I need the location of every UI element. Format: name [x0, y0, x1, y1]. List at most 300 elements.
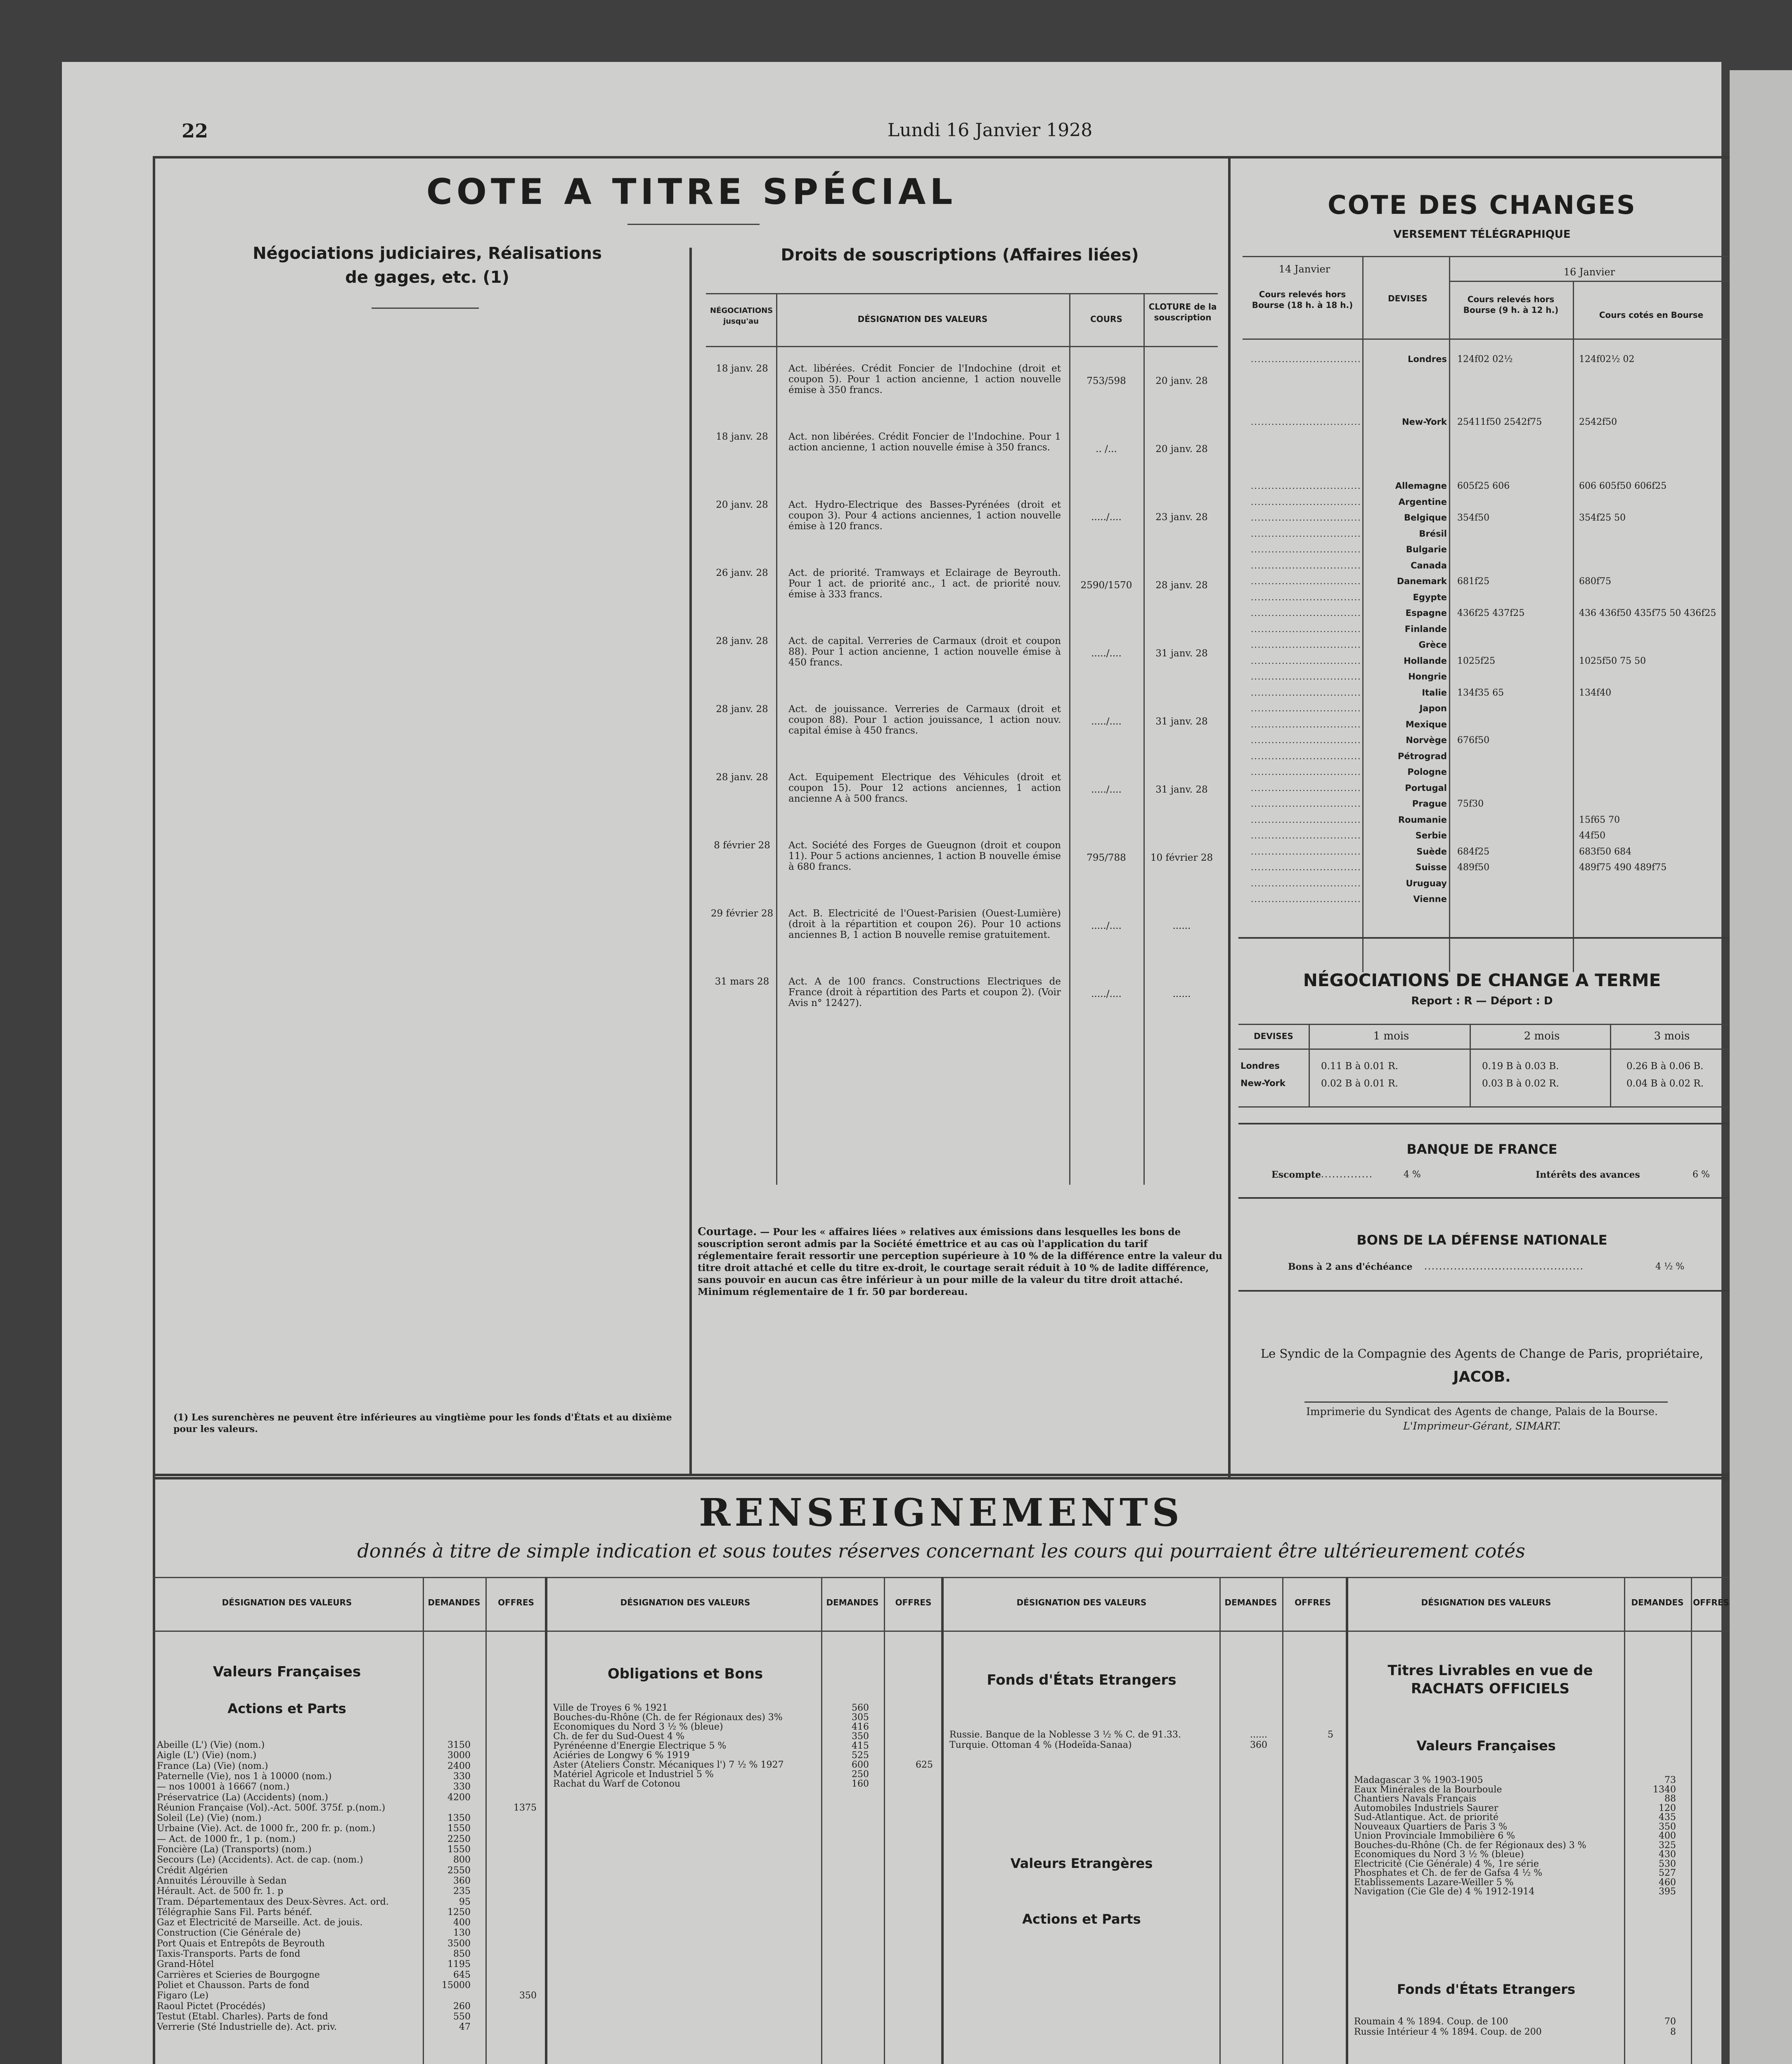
rens-row-demande: 260	[453, 2001, 471, 2012]
rens-row-name: Phosphates et Ch. de fer de Gafsa 4 ½ %	[1354, 1868, 1543, 1878]
changes-row-a: ................................	[1251, 878, 1361, 888]
changes-table-top	[1243, 256, 1730, 257]
rens-col-demandes: DEMANDES	[1224, 1598, 1277, 1607]
rens-row-demande: 430	[1659, 1849, 1676, 1860]
terme-col-3mois: 3 mois	[1654, 1030, 1690, 1042]
changes-row-a: ................................	[1251, 497, 1361, 507]
changes-row-a: ................................	[1251, 735, 1361, 745]
bons-value: 4 ½ %	[1655, 1262, 1685, 1272]
changes-row-devise: Belgique	[1404, 513, 1447, 523]
rens-row-demande: 15000	[442, 1980, 471, 1991]
changes-row-c: 1025f50 75 50	[1579, 656, 1646, 666]
rens-row-demande: 160	[852, 1779, 869, 1789]
droits-row-date: 26 janv. 28	[716, 568, 768, 578]
rens-section: Obligations et Bons	[607, 1666, 763, 1682]
rens-row-name: Nouveaux Quartiers de Paris 3 %	[1354, 1821, 1508, 1832]
rens-row-name: Abeille (L') (Vie) (nom.)	[157, 1740, 265, 1750]
rens-row-name: Roumain 4 % 1894. Coup. de 100	[1354, 2017, 1508, 2027]
changes-row-b: 75f30	[1457, 799, 1484, 809]
banque-rule	[1238, 1123, 1730, 1124]
droits-row-cloture: 31 janv. 28	[1155, 716, 1208, 727]
changes-row-devise: Serbie	[1415, 831, 1447, 840]
rens-divider-1	[545, 1577, 547, 2064]
rens-row-offre: 1375	[514, 1802, 537, 1813]
changes-row-a: ................................	[1251, 894, 1361, 904]
rens-row-name: Ville de Troyes 6 % 1921	[553, 1703, 668, 1713]
rens-row-demande: 4200	[447, 1792, 471, 1803]
rens-col-offres: OFFRES	[895, 1598, 932, 1607]
escompte-label: Escompte	[1271, 1169, 1321, 1180]
rens-section: Valeurs Françaises	[213, 1664, 361, 1680]
droits-row-text: Act. de jouissance. Verreries de Carmaux (droit et coupon 88). Pour 1 action jouissance, 1 action nouv. capital émise à 450 francs.	[788, 704, 1061, 736]
changes-row-devise: Uruguay	[1406, 878, 1447, 888]
changes-row-a: ................................	[1251, 481, 1361, 491]
changes-row-devise: Portugal	[1405, 783, 1447, 793]
rens-row-demande: 645	[453, 1969, 471, 1980]
rens-col-rule	[1219, 1577, 1221, 2064]
section-rule	[153, 1474, 1730, 1476]
rens-row-name: Paternelle (Vie), nos 1 à 10000 (nom.)	[157, 1771, 332, 1782]
top-rule	[153, 156, 1730, 159]
changes-row-a: ................................	[1251, 846, 1361, 857]
rens-row-name: — Act. de 1000 fr., 1 p. (nom.)	[157, 1834, 296, 1844]
rens-row-name: Russie. Banque de la Noblesse 3 ½ % C. de 91.33.	[949, 1730, 1181, 1740]
changes-row-devise: Londres	[1408, 354, 1447, 364]
changes-row-devise: Finlande	[1404, 624, 1447, 634]
heading-underline	[372, 308, 479, 309]
rens-row-name: Urbaine (Vie). Act. de 1000 fr., 200 fr. p. (nom.)	[157, 1823, 376, 1834]
terme-row-1m: 0.11 B à 0.01 R.	[1321, 1061, 1398, 1072]
terme-col2	[1470, 1024, 1471, 1106]
changes-row-a: ................................	[1251, 513, 1361, 523]
changes-row-a: ................................	[1251, 799, 1361, 809]
changes-row-devise: Argentine	[1398, 497, 1447, 507]
rens-row-demande: ......	[1250, 1730, 1267, 1740]
inner-divider	[689, 248, 692, 1474]
changes-row-b: 605f25 606	[1457, 481, 1510, 491]
changes-row-devise: Brésil	[1419, 528, 1447, 539]
changes-row-b: 684f25	[1457, 846, 1490, 857]
rens-row-name: Bouches-du-Rhône (Ch. de fer Régionaux des) 3 %	[1354, 1840, 1586, 1851]
rens-row-name: Foncière (La) (Transports) (nom.)	[157, 1844, 312, 1855]
courtage-title: Courtage.	[698, 1226, 757, 1238]
rens-row-name: — nos 10001 à 16667 (nom.)	[157, 1782, 290, 1792]
terme-col-2mois: 2 mois	[1524, 1030, 1560, 1042]
page-number: 22	[182, 120, 208, 142]
rens-row-name: Automobiles Industriels Saurer	[1354, 1803, 1498, 1813]
changes-row-a: ................................	[1251, 814, 1361, 825]
droits-row-cours: 753/598	[1087, 376, 1126, 386]
changes-row-devise: Mexique	[1405, 719, 1447, 729]
rens-row-demande: 2250	[447, 1834, 471, 1844]
changes-col-c: Cours cotés en Bourse	[1599, 310, 1704, 320]
terme-row-devise: Londres	[1240, 1061, 1280, 1071]
droits-row-cours: ...../....	[1091, 716, 1122, 727]
changes-row-a: ................................	[1251, 528, 1361, 539]
changes-row-c: 15f65 70	[1579, 814, 1620, 825]
rens-row-demande: 88	[1664, 1794, 1676, 1804]
rens-row-name: Soleil (Le) (Vie) (nom.)	[157, 1813, 262, 1824]
next-page-edge	[1730, 70, 1792, 2064]
changes-row-devise: New-York	[1402, 417, 1447, 427]
rens-row-name: Taxis-Transports. Parts de fond	[157, 1949, 301, 1959]
changes-row-a: ................................	[1251, 719, 1361, 729]
terme-row-3m: 0.26 B à 0.06 B.	[1626, 1061, 1704, 1072]
changes-row-c: 606 605f50 606f25	[1579, 481, 1667, 491]
changes-row-a: ................................	[1251, 687, 1361, 698]
changes-row-devise: Prague	[1412, 799, 1447, 809]
escompte-value: 4 %	[1404, 1169, 1421, 1180]
changes-row-devise: Egypte	[1413, 592, 1447, 602]
courtage-block	[698, 1226, 1226, 1298]
rens-subsection: Actions et Parts	[1022, 1911, 1141, 1927]
droits-col3	[1143, 293, 1145, 1185]
rens-row-demande: 460	[1659, 1877, 1676, 1888]
changes-row-b: 134f35 65	[1457, 687, 1504, 698]
rens-col-demandes: DEMANDES	[1631, 1598, 1684, 1607]
terme-row-2m: 0.03 B à 0.02 R.	[1482, 1078, 1559, 1089]
changes-row-a: ................................	[1251, 831, 1361, 840]
droits-col1	[776, 293, 777, 1185]
rens-row-demande: 3500	[447, 1938, 471, 1949]
changes-row-devise: Suède	[1416, 846, 1447, 857]
bons-label: Bons à 2 ans d'échéance	[1288, 1262, 1413, 1272]
rens-row-name: Testut (Etabl. Charles). Parts de fond	[157, 2011, 328, 2022]
rens-row-name: Raoul Pictet (Procédés)	[157, 2001, 265, 2012]
droits-row-text: Act. A de 100 francs. Constructions Electriques de France (droit à répartition des Parts et coupon 2). (Voir Avis n° 12427).	[788, 976, 1061, 1008]
droits-row-text: Act. B. Electricité de l'Ouest-Parisien (Ouest-Lumière) (droit à la répartition et coupon 26). Pour 10 actions anciennes B, 1 action B nouvelle remise gratuitement.	[788, 908, 1061, 940]
droits-row-cours: ...../....	[1091, 921, 1122, 931]
rens-row-name: Verrerie (Sté Industrielle de). Act. priv.	[157, 2022, 337, 2033]
rens-row-name: Construction (Cie Générale de)	[157, 1928, 301, 1939]
changes-row-c: 489f75 490 489f75	[1579, 862, 1667, 873]
rens-row-demande: 95	[459, 1896, 471, 1907]
rens-row-demande: 1350	[447, 1813, 471, 1824]
droits-row-cloture: 31 janv. 28	[1155, 648, 1208, 659]
section-rule-2	[153, 1477, 1730, 1479]
changes-col-b: Cours relevés hors Bourse (9 h. à 12 h.)	[1463, 294, 1559, 315]
rens-row-name: Economiques du Nord 3 ½ % (bleue)	[1354, 1849, 1524, 1860]
changes-row-devise: Pologne	[1407, 767, 1447, 777]
changes-row-b: 681f25	[1457, 576, 1490, 587]
rens-row-demande: 435	[1659, 1812, 1676, 1823]
rens-col-offres: OFFRES	[498, 1598, 534, 1607]
rens-row-name: Aciéries de Longwy 6 % 1919	[553, 1750, 690, 1761]
rens-row-name: Navigation (Cie Gle de) 4 % 1912-1914	[1354, 1886, 1535, 1897]
bons-rule	[1238, 1197, 1730, 1199]
changes-row-a: ................................	[1251, 592, 1361, 602]
rens-col-designation: DÉSIGNATION DES VALEURS	[1421, 1598, 1551, 1607]
rens-row-demande: 400	[453, 1917, 471, 1928]
rens-row-name: Pyrénéenne d'Energie Electrique 5 %	[553, 1741, 727, 1751]
changes-row-devise: Allemagne	[1395, 481, 1447, 491]
rens-row-name: Bouches-du-Rhône (Ch. de fer Régionaux des) 3%	[553, 1712, 783, 1723]
droits-row-text: Act. non libérées. Crédit Foncier de l'Indochine. Pour 1 action ancienne, 1 action nouvelle émise à 350 francs.	[788, 431, 1061, 453]
rens-col-designation: DÉSIGNATION DES VALEURS	[222, 1598, 352, 1607]
rens-row-name: Hérault. Act. de 500 fr. 1. p	[157, 1886, 284, 1897]
rens-row-name: Aigle (L') (Vie) (nom.)	[157, 1750, 257, 1761]
rens-row-name: Chantiers Navals Français	[1354, 1794, 1477, 1804]
courtage-text: — Pour les « affaires liées » relatives aux émissions dans lesquelles les bons de souscription seront admis par la Société émettrice et au cas où l'application du tarif réglementaire ferait ressortir une perception supérieure à 10 % de la différence entre la valeur du titre droit attaché et celle du titre ex-droit, le courtage serait réduit à 10 % de ladite différence, sans pouvoir en aucun cas être inférieur à un pour mille de la valeur du titre droit attaché.	[698, 1226, 1223, 1285]
rens-row-demande: 250	[852, 1769, 869, 1780]
changes-row-b: 25411f50 2542f75	[1457, 417, 1542, 427]
changes-row-b: 676f50	[1457, 735, 1490, 746]
changes-row-c: 2542f50	[1579, 417, 1617, 427]
changes-row-b: 124f02 02½	[1457, 354, 1513, 365]
rens-section: Valeurs Etrangères	[1010, 1856, 1153, 1871]
changes-col-devises: DEVISES	[1388, 294, 1427, 303]
terme-col-1mois: 1 mois	[1373, 1030, 1409, 1042]
changes-row-c: 44f50	[1579, 831, 1606, 841]
changes-row-devise: Pétrograd	[1397, 751, 1447, 761]
changes-row-devise: Norvège	[1406, 735, 1447, 745]
rens-row-name: Carrières et Scieries de Bourgogne	[157, 1969, 320, 1980]
droits-row-cours: ...../....	[1091, 784, 1122, 795]
rens-row-demande: 1550	[447, 1844, 471, 1855]
rens-row-name: Etablissements Lazare-Weiller 5 %	[1354, 1877, 1514, 1888]
droits-row-cours: 795/788	[1087, 852, 1126, 863]
cote-special-title: COTE A TITRE SPÉCIAL	[426, 171, 957, 213]
courtage-min: Minimum réglementaire de 1 fr. 50 par bordereau.	[698, 1286, 968, 1297]
changes-row-a: ................................	[1251, 608, 1361, 618]
rens-col-rule	[821, 1577, 822, 2064]
droits-row-cours: .. /...	[1096, 444, 1117, 454]
changes-row-devise: Hollande	[1404, 656, 1447, 666]
terme-row-2m: 0.19 B à 0.03 B.	[1482, 1061, 1559, 1072]
rens-row-name: Secours (Le) (Accidents). Act. de cap. (nom.)	[157, 1855, 363, 1865]
rens-subsection: Fonds d'États Etrangers	[1397, 1981, 1576, 1997]
rens-row-demande: 395	[1659, 1886, 1676, 1897]
changes-subtitle: VERSEMENT TÉLÉGRAPHIQUE	[1393, 228, 1571, 241]
droits-row-cours: ...../....	[1091, 512, 1122, 523]
rens-col-rule	[1282, 1577, 1283, 2064]
changes-date2: 16 Janvier	[1563, 266, 1615, 278]
interets-label: Intérêts des avances	[1536, 1169, 1640, 1180]
rens-row-name: Ch. de fer du Sud-Ouest 4 %	[553, 1731, 685, 1742]
rens-row-demande: 415	[852, 1741, 869, 1751]
rens-row-name: Poliet et Chausson. Parts de fond	[157, 1980, 310, 1991]
changes-date-rule	[1449, 281, 1730, 282]
banque-title: BANQUE DE FRANCE	[1406, 1141, 1558, 1157]
droits-row-cloture: 20 janv. 28	[1155, 376, 1208, 386]
droits-row-date: 18 janv. 28	[716, 363, 768, 374]
changes-header-rule	[1243, 338, 1730, 340]
rens-row-demande: 8	[1670, 2027, 1676, 2037]
changes-row-c: 683f50 684	[1579, 846, 1632, 857]
droits-row-date: 18 janv. 28	[716, 431, 768, 442]
changes-row-c: 124f02½ 02	[1579, 354, 1635, 365]
terme-row-devise: New-York	[1240, 1078, 1285, 1088]
renseignements-title: RENSEIGNEMENTS	[698, 1490, 1184, 1535]
syndic-line1: Le Syndic de la Compagnie des Agents de Change de Paris, propriétaire,	[1260, 1347, 1704, 1361]
left-border	[153, 156, 155, 2064]
changes-row-devise: Japon	[1419, 703, 1447, 713]
rens-row-demande: 550	[453, 2011, 471, 2022]
rens-row-demande: 600	[852, 1760, 869, 1770]
changes-col-a: Cours relevés hors Bourse (18 h. à 18 h.)	[1252, 289, 1353, 310]
droits-row-cours: 2590/1570	[1080, 580, 1132, 591]
rens-row-name: Télégraphie Sans Fil. Parts bénéf.	[157, 1907, 312, 1917]
rens-row-demande: 70	[1664, 2017, 1676, 2027]
rens-divider-3	[1346, 1577, 1348, 2064]
rens-col-rule	[884, 1577, 885, 2064]
droits-row-text: Act. libérées. Crédit Foncier de l'Indochine (droit et coupon 5). Pour 1 action ancienne, 1 action nouvelle émise à 350 francs.	[788, 363, 1061, 395]
changes-title: COTE DES CHANGES	[1328, 190, 1636, 220]
droits-row-date: 29 février 28	[710, 908, 774, 919]
changes-row-devise: Grèce	[1418, 640, 1447, 650]
bons-title: BONS DE LA DÉFENSE NATIONALE	[1356, 1232, 1607, 1248]
terme-rule	[1238, 937, 1730, 939]
rens-row-demande: 360	[1250, 1740, 1267, 1750]
rens-row-offre: 625	[916, 1760, 933, 1770]
changes-row-devise: Suisse	[1415, 862, 1447, 872]
rens-row-demande: 305	[852, 1712, 869, 1723]
rens-row-name: Réunion Française (Vol).-Act. 500f. 375f. p.(nom.)	[157, 1802, 386, 1813]
surenchere-footnote: (1) Les surenchères ne peuvent être inférieures au vingtième pour les fonds d'États et au dixième pour les valeurs.	[173, 1412, 672, 1434]
rens-row-demande: 73	[1664, 1775, 1676, 1785]
rens-row-demande: 530	[1659, 1858, 1676, 1869]
droits-row-date: 31 mars 28	[715, 976, 769, 987]
droits-col-neg: NÉGOCIATIONS jusqu'au	[710, 306, 773, 326]
changes-row-devise: Roumanie	[1398, 814, 1447, 825]
rens-row-name: Eaux Minérales de la Bourboule	[1354, 1784, 1502, 1795]
droits-row-cloture: ......	[1172, 921, 1191, 931]
changes-row-devise: Vienne	[1413, 894, 1447, 904]
rens-row-demande: 1195	[447, 1959, 471, 1970]
rens-col-rule	[1691, 1577, 1692, 2064]
rens-row-name: Union Provinciale Immobilière 6 %	[1354, 1831, 1515, 1841]
syndic-line2: Imprimerie du Syndicat des Agents de change, Palais de la Bourse.	[1306, 1406, 1658, 1418]
changes-row-a: ................................	[1251, 544, 1361, 554]
terme-header-rule	[1238, 1049, 1730, 1050]
renseignements-subtitle: donnés à titre de simple indication et sous toutes réserves concernant les cours qui pourraient être ultérieurement cotés	[357, 1540, 1525, 1562]
rens-row-name: Turquie. Ottoman 4 % (Hodeïda-Sanaa)	[949, 1740, 1132, 1750]
rens-row-demande: 350	[1659, 1821, 1676, 1832]
rens-row-demande: 527	[1659, 1868, 1676, 1878]
droits-row-cloture: 31 janv. 28	[1155, 784, 1208, 795]
rens-row-name: Port Quais et Entrepôts de Beyrouth	[157, 1938, 325, 1949]
changes-row-a: ................................	[1251, 862, 1361, 872]
syndic-name: JACOB.	[1453, 1368, 1511, 1385]
changes-row-devise: Canada	[1411, 560, 1447, 570]
changes-row-a: ................................	[1251, 751, 1361, 761]
rens-row-name: Tram. Départementaux des Deux-Sèvres. Act. ord.	[157, 1896, 389, 1907]
terme-subtitle: Report : R — Déport : D	[1411, 995, 1553, 1007]
rens-row-demande: 330	[453, 1771, 471, 1782]
rens-row-demande: 130	[453, 1928, 471, 1939]
changes-row-b: 354f50	[1457, 513, 1490, 523]
rens-col-demandes: DEMANDES	[428, 1598, 481, 1607]
droits-table-header-rule	[706, 346, 1218, 347]
rens-row-demande: 330	[453, 1782, 471, 1792]
rens-row-name: Crédit Algérien	[157, 1865, 228, 1876]
negociations-heading: Négociations judiciaires, Réalisations de gages, etc. (1)	[253, 244, 602, 287]
rens-row-name: Rachat du Warf de Cotonou	[553, 1779, 681, 1789]
column-divider	[1228, 156, 1231, 1477]
rens-subsection: Actions et Parts	[227, 1701, 346, 1716]
title-underline	[627, 224, 760, 225]
rens-row-name: Electricité (Cie Générale) 4 %, 1re série	[1354, 1858, 1539, 1869]
droits-row-cours: ...../....	[1091, 989, 1122, 999]
rens-col-offres: OFFRES	[1295, 1598, 1331, 1607]
rens-subsection: Valeurs Françaises	[1416, 1738, 1556, 1754]
rens-row-demande: 416	[852, 1722, 869, 1732]
changes-row-a: ................................	[1251, 640, 1361, 650]
terme-col3	[1610, 1024, 1611, 1106]
terme-row-3m: 0.04 B à 0.02 R.	[1626, 1078, 1704, 1089]
droits-row-date: 28 janv. 28	[716, 772, 768, 783]
changes-row-a: ................................	[1251, 417, 1361, 427]
changes-row-a: ................................	[1251, 354, 1361, 364]
terme-table-top	[1238, 1024, 1730, 1025]
rens-row-demande: 1550	[447, 1823, 471, 1834]
droits-row-cloture: 20 janv. 28	[1155, 444, 1208, 454]
droits-row-cloture: 23 janv. 28	[1155, 512, 1208, 523]
changes-row-c: 134f40	[1579, 687, 1612, 698]
rens-row-demande: 325	[1659, 1840, 1676, 1851]
changes-row-b: 1025f25	[1457, 656, 1496, 666]
rens-row-demande: 350	[852, 1731, 869, 1742]
rens-col-rule	[1624, 1577, 1625, 2064]
droits-row-date: 8 février 28	[714, 840, 770, 851]
droits-row-date: 20 janv. 28	[716, 499, 768, 510]
rens-row-name: Aster (Ateliers Constr. Mécaniques l') 7 ½ % 1927	[553, 1760, 784, 1770]
terme-table-bottom	[1238, 1106, 1730, 1108]
changes-row-devise: Hongrie	[1408, 672, 1447, 682]
changes-row-devise: Italie	[1422, 687, 1447, 698]
rens-row-name: Gaz et Electricité de Marseille. Act. de jouis.	[157, 1917, 363, 1928]
droits-col-cours: COURS	[1090, 314, 1122, 324]
changes-row-b: 436f25 437f25	[1457, 608, 1525, 618]
rens-row-name: Sud-Atlantique. Act. de priorité	[1354, 1812, 1498, 1823]
rens-row-name: Madagascar 3 % 1903-1905	[1354, 1775, 1483, 1785]
changes-col3	[1573, 281, 1574, 972]
terme-row-1m: 0.02 B à 0.01 R.	[1321, 1078, 1398, 1089]
terme-col1	[1309, 1024, 1310, 1106]
rens-row-name: Matériel Agricole et Industriel 5 %	[553, 1769, 714, 1780]
droits-row-cours: ...../....	[1091, 648, 1122, 659]
droits-heading: Droits de souscriptions (Affaires liées)	[781, 246, 1139, 265]
rens-row-offre: 5	[1328, 1730, 1333, 1740]
droits-table-top	[706, 293, 1218, 294]
rens-row-demande: 2550	[447, 1865, 471, 1876]
rens-row-name: Préservatrice (La) (Accidents) (nom.)	[157, 1792, 328, 1803]
rens-row-demande: 3000	[447, 1750, 471, 1761]
rens-row-demande: 120	[1659, 1803, 1676, 1813]
rens-row-name: France (La) (Vie) (nom.)	[157, 1761, 268, 1771]
syndic-line3: L'Imprimeur-Gérant, SIMART.	[1403, 1420, 1561, 1432]
terme-title: NÉGOCIATIONS DE CHANGE A TERME	[1303, 970, 1661, 990]
changes-col1	[1362, 256, 1364, 972]
rens-col-designation: DÉSIGNATION DES VALEURS	[620, 1598, 750, 1607]
rens-row-offre: 350	[519, 1991, 537, 2001]
rens-row-name: Annuités Lérouville à Sedan	[157, 1875, 287, 1886]
changes-row-c: 354f25 50	[1579, 513, 1626, 523]
changes-row-a: ................................	[1251, 576, 1361, 586]
changes-row-devise: Espagne	[1405, 608, 1447, 618]
changes-row-b: 489f50	[1457, 862, 1490, 873]
rens-row-demande: 360	[453, 1875, 471, 1886]
rens-row-demande: 1340	[1653, 1784, 1676, 1795]
syndic-underline	[1304, 1401, 1668, 1403]
changes-row-c: 436 436f50 435f75 50 436f25	[1579, 608, 1716, 618]
droits-row-cloture: 28 janv. 28	[1155, 580, 1208, 591]
rens-col-rule	[423, 1577, 424, 2064]
droits-col-cloture: CLOTURE de la souscription	[1148, 302, 1217, 322]
rens-row-demande: 1250	[447, 1907, 471, 1917]
droits-row-text: Act. Société des Forges de Gueugnon (droit et coupon 11). Pour 5 actions anciennes, 1 action B nouvelle émise à 680 francs.	[788, 840, 1061, 872]
rens-col-designation: DÉSIGNATION DES VALEURS	[1016, 1598, 1147, 1607]
